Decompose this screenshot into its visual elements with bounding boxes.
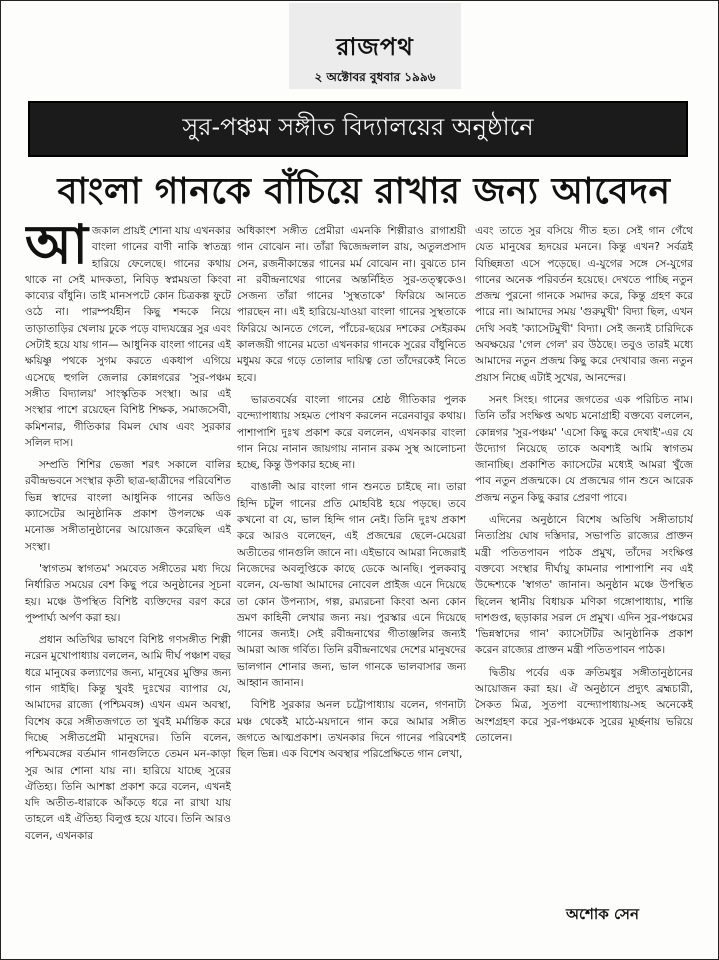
headline: বাংলা গানকে বাঁচিয়ে রাখার জন্য আবেদন: [57, 171, 671, 212]
event-banner: সুর-পঞ্চম সঙ্গীত বিদ্যালয়ের অনুষ্ঠানে: [28, 101, 688, 157]
paragraph: এবং তাতে সুর বসিয়ে গীত হত। সেই গান গেঁথে যেত মানুষের হৃদয়ের মননে। কিন্তু এখন? সর্বত্রই বিচ্ছিন্নতা এসে পড়েছে। এ-যুগের সঙ্গে সে-যুগের গানের অনেক পরিবর্তন হয়েছে। দেখতে পাচ্ছি নতুন প্রজন্ম পুরনো গানকে সমাদর করে, কিন্তু গ্রহণ করে পারে না। আমাদের সময় 'গুরুমুখী' বিদ্যা ছিল, এখন দেখি সবই 'ক্যাসেটমুখী' বিদ্যা। সেই জন্যই চারিদিকে অবক্ষয়ের 'গেল গেল' রব উঠছে। তবুও তারই মধ্যে আমাদের নতুন প্রজন্ম কিছু করে দেখাবার জন্য নতুন প্রয়াস নিচ্ছে এটাই সুখের, আনন্দের।: [475, 225, 693, 384]
paragraph: বাঙালী আর বাংলা গান শুনতে চাইছে না। তারা হিন্দি চটুল গানের প্রতি মোহবিষ্ট হয়ে পড়ছে। তবে কখনো বা যে, ভাল হিন্দি গান নেই। তিনি দুঃখ প্রকাশ করে আরও বলেছেন, এই প্রজন্মের ছেলে-মেয়েরা অতীতের গানগুলি জানে না। এইভাবে আমরা নিজেরাই নিজেদের অবলুপ্তিকে কাছে ডেকে আনছি। পুলকবাবু বলেন, যে-ভাষা আমাদের নোবেল প্রাইজ এনে দিয়েছে তা কোন উপন্যাস, গল্প, রম্যরচনা কিংবা অন্য কোন ভ্রমণ কাহিনী লেখার জন্য নয়। পুরস্কার এনে দিয়েছে গানের জন্যই। সেই রবীন্দ্রনাথের গীতাঞ্জলির জন্যই আমরা আজ গর্বিত। তিনি রবীন্দ্রনাথের দেশের মানুষদের ভালগান শোনার জন্য, ভাল গানকে ভালবাসার জন্য আহ্বান জানান।: [237, 481, 466, 690]
masthead-date: ২ অক্টোবর বুধবার ১৯৯৬: [314, 70, 436, 84]
paragraph: ভারতবর্ষের বাংলা গানের শ্রেষ্ঠ গীতিকার পুলক বন্দ্যোপাধ্যায় সহমত পোষণ করলেন নরেনবাবুর কথায়। পাশাপাশি দুঃখ প্রকাশ করে বললেন, এখনকার বাংলা গান নিয়ে নানান জায়গায় নানান রকম সুস্থ আলোচনা হচ্ছে, কিন্তু উপকার হচ্ছে না।: [237, 393, 466, 472]
masthead-title: রাজপথ: [336, 33, 414, 61]
article-column-1: [25, 223, 231, 953]
paragraph: অধিকাংশ সঙ্গীত প্রেমীরা এমনকি শিল্পীরাও রাগাশ্রয়ী গান বোঝেন না। তাঁরা দ্বিজেন্দ্রলাল রায়, অতুলপ্রসাদ সেন, রজনীকান্তের গানের মর্ম বোঝেন না। বুঝতে চান না রবীন্দ্রনাথের গানের অন্তর্নিহিত সুর-তত্ত্বকেও। সেজন্য তাঁরা গানের 'সুস্থতাকে' ফিরিয়ে আনতে পারছেন না। এই হারিয়ে-যাওয়া বাংলা গানের সুস্থতাকে ফিরিয়ে আনতে গেলে, পাঁচের-ছয়ের দশকের সেইরকম কালজয়ী গানের মতো এখনকার গানকে সুরের বাঁধুনিতে মধুময় করে গড়ে তোলার দায়িত্ব তো তাঁদেরকেই নিতে হবে।: [237, 225, 466, 384]
paragraph: প্রধান অতিথির ভাষণে বিশিষ্ট গণসঙ্গীত শিল্পী নরেন মুখোপাধ্যায় বললেন, আমি দীর্ঘ পঞ্চাশ বছর ধরে মানুষের কল্যাণের জন্য, মানুষের মুক্তির জন্য গান গাইছি। কিন্তু খুবই দুঃখের ব্যাপার যে, আমাদের রাজ্যে (পশ্চিমবঙ্গ) এখন এমন অবস্থা, বিশেষ করে সঙ্গীতজগতে তা খুবই মর্মান্তিক করে দিচ্ছে সঙ্গীতপ্রেমী মানুষদের। তিনি বলেন, পশ্চিমবঙ্গের বর্তমান গানগুলিতে তেমন মন-কাড়া সুর আর শোনা যায় না। হারিয়ে যাচ্ছে সুরের ঐতিহ্য। তিনি আশঙ্কা প্রকাশ করে বলেন, এখনই যদি অতীত-ধারাকে আঁকড়ে ধরে না রাখা যায় তাহলে এই ঐতিহ্য বিলুপ্ত হয়ে যাবে। তিনি আরও বলেন, এখনকার: [25, 634, 231, 842]
paragraph: দ্বিতীয় পর্বের এক ক্রতিমধুর সঙ্গীতানুষ্ঠানের আয়োজন করা হয়। ঐ অনুষ্ঠানে প্রদ্যুৎ ব্রহ্মচারী, সৈকত মিত্র, সুতপা বন্দ্যোপাধ্যায়-সহ অনেকেই অংশগ্রহণ করে সুর-পঞ্চমকে সুরের মূর্চ্ছনায় ভরিয়ে তোলেন।: [475, 666, 693, 744]
paragraph: সম্প্রতি শিশির ভেজা শরৎ সকালে বালির রবীন্দ্রভবনে সংস্থার কৃতী ছাত্র-ছাত্রীদের পরিবেশিত ভিন্ন স্বাদের বাংলা আধুনিক গানের অডিও ক্যাসেটের আনুষ্ঠানিক প্রকাশ উপলক্ষে এক মনোজ্ঞ সঙ্গীতানুষ্ঠানের আয়োজন করেছিল এই সংস্থা।: [25, 459, 231, 553]
paragraph: বিশিষ্ট সুরকার অনল চট্টোপাধ্যায় বলেন, গণনাট্য মঞ্চ থেকেই মাঠে-ময়দানে গান করে আমার সঙ্গীত জগতে আত্মপ্রকাশ। তখনকার দিনে গানের পরিবেশই ছিল ভিন্ন। এক বিশেষ অবস্থার পরিপ্রেক্ষিতে গান লেখা,: [237, 699, 466, 761]
drop-cap: আ: [25, 223, 88, 276]
article-column-2: [237, 223, 466, 933]
article-column-3: [475, 223, 693, 913]
paragraph: এদিনের অনুষ্ঠানে বিশেষ অতিথি সঙ্গীতাচার্য নিত্যপ্রিয় ঘোষ দস্তিদার, সভাপতি রাজ্যের প্রাক্তন মন্ত্রী পতিতপাবন পাঠক প্রমুখ, তাঁদের সংক্ষিপ্ত বক্তব্যে সংস্থার দীর্ঘায়ু কামনার পাশাপাশি নব এই উদ্দেশ্যকে 'স্বাগত' জানান। অনুষ্ঠান মঞ্চে উপস্থিত ছিলেন স্থানীয় বিধায়ক মণিকা গঙ্গোপাধ্যায়, শান্তি দাশগুপ্ত, ছড়াকার সরল দে প্রমুখ। এদিন সুর-পঞ্চমের 'ভিন্নস্বাদের গান' ক্যাসেটটির আনুষ্ঠানিক প্রকাশ করেন রাজ্যের প্রাক্তন মন্ত্রী পতিতপাবন পাঠক।: [475, 514, 693, 657]
paragraph: সনৎ সিংহ। গানের জগতের এক পরিচিত নাম। তিনি তাঁর সংক্ষিপ্ত অথচ মনোগ্রাহী বক্তব্যে বললেন, কোন্নগর 'সুর-পঞ্চম' 'এসো কিছু করে দেখাই'-এর যে উদ্যোগ নিয়েছে তাকে অবশ্যই আমি স্বাগতম জানাচ্ছি। প্রকাশিত ক্যাসেটের মধ্যেই আমরা খুঁজে পাব নতুন প্রজন্মকে। যে প্রজন্মের গান শুনে আরেক প্রজন্ম নতুন কিছু করার প্রেরণা পাবে।: [475, 393, 693, 504]
paragraph: জকাল প্রায়ই শোনা যায় এখনকার বাংলা গানের বাণী নাকি স্বাতন্ত্র্য হারিয়ে ফেলেছে। গানের কথায় থাকে না সেই মাদকতা, নিবিড় স্বপ্নময়তা কিংবা কাব্যের বাঁধুনি। তাই মানসপটে কোন চিত্রকল্প ফুটে ওঠে না। পারম্পর্যহীন কিছু শব্দকে নিয়ে তাড়াতাড়ির খেলায় ঢুকে পড়ে বাদ্যযন্ত্রের সুর এবং সেটাই হয়ে যায় গান— আধুনিক বাংলা গানের এই ক্ষয়িষ্ণু পথকে সুগম করতে একধাপ এগিয়ে এসেছে হুগলি জেলার কোন্নগরের 'সুর-পঞ্চম সঙ্গীত বিদ্যালয়' সাংস্কৃতিক সংস্থা। আর এই সংস্থার পাশে রয়েছেন বিশিষ্ট শিক্ষক, সমাজসেবী, কমিশনার, গীতিকার বিমল ঘোষ এবং সুরকার সলিল দাস।: [25, 225, 231, 449]
paragraph: 'স্বাগতম স্বাগতম' সমবেত সঙ্গীতের মধ্য দিয়ে নির্ধারিত সময়ের বেশ কিছু পরে অনুষ্ঠানের সূচনা হয়। মঞ্চে উপস্থিত বিশিষ্ট ব্যক্তিদের বরণ করে পুষ্পার্ঘ্য অর্পণ করা হয়।: [25, 562, 231, 624]
masthead: [289, 3, 461, 89]
author-byline: অশোক সেন: [566, 905, 639, 923]
